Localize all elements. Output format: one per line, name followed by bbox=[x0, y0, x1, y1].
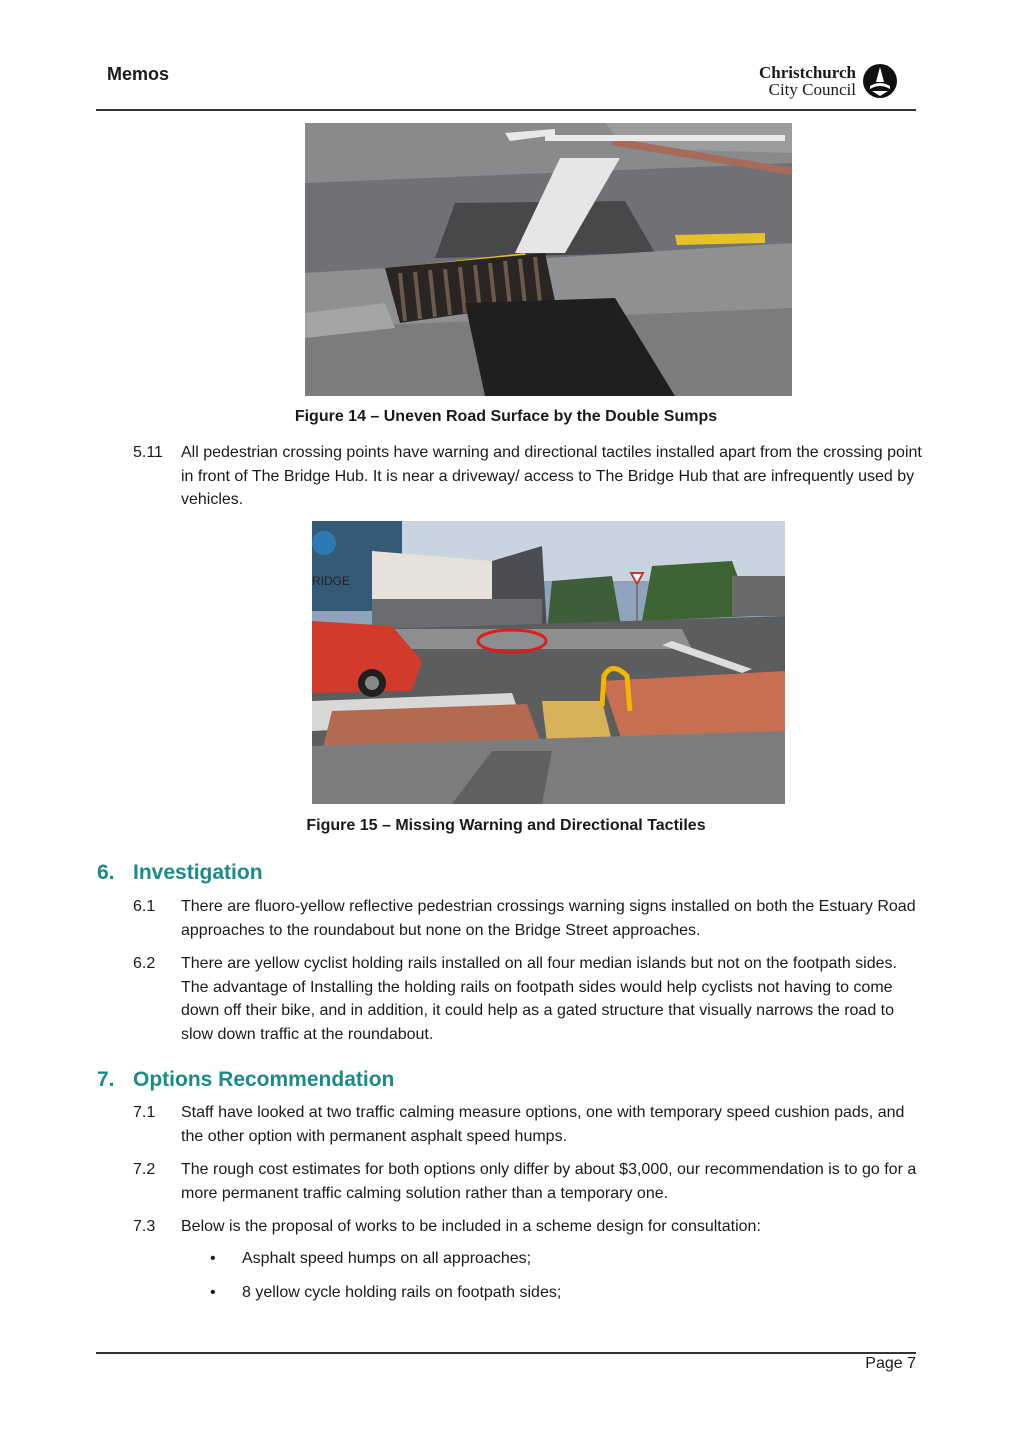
paragraph-number: 7.2 bbox=[133, 1161, 156, 1178]
figure-15-photo bbox=[312, 521, 785, 804]
section-number: 7. bbox=[97, 1068, 115, 1091]
paragraph-number: 5.11 bbox=[133, 444, 163, 461]
paragraph-number: 7.1 bbox=[133, 1104, 156, 1121]
paragraph-text: There are yellow cyclist holding rails installed on all four median islands but not on the footpath sides. The advantage of Installing the holding rails on footpath sides would help cyclists not having to come down off their bike, and in addition, it could help as a gated structure that visually narrows the road to slow down traffic at the roundabout. bbox=[181, 955, 897, 1043]
section-title: Options Recommendation bbox=[133, 1068, 395, 1091]
header-divider bbox=[96, 109, 916, 111]
footer-divider bbox=[96, 1352, 916, 1354]
memo-header-title: Memos bbox=[107, 64, 170, 84]
paragraph-6-1 bbox=[133, 895, 923, 942]
paragraph-text: There are fluoro-yellow reflective pedestrian crossings warning signs installed on both the Estuary Road approaches to the roundabout but none on the Bridge Street approaches. bbox=[181, 898, 916, 939]
figure-14-photo bbox=[305, 123, 792, 396]
bullet-marker: • bbox=[210, 1250, 216, 1267]
bullet-text: Asphalt speed humps on all approaches; bbox=[242, 1250, 532, 1267]
photo-building-sign: RIDGE bbox=[312, 574, 351, 588]
paragraph-number: 7.3 bbox=[133, 1218, 156, 1235]
section-6-heading bbox=[97, 861, 263, 885]
bullet-text: 8 yellow cycle holding rails on footpath sides; bbox=[242, 1284, 562, 1301]
paragraph-6-2 bbox=[133, 952, 923, 1046]
figure-15-caption: Figure 15 – Missing Warning and Directional Tactiles bbox=[306, 817, 706, 834]
figure-14-caption: Figure 14 – Uneven Road Surface by the Double Sumps bbox=[294, 408, 718, 425]
logo-text-line1: Christchurch bbox=[759, 63, 856, 82]
paragraph-7-1 bbox=[133, 1101, 923, 1148]
paragraph-text: Below is the proposal of works to be included in a scheme design for consultation: bbox=[181, 1218, 761, 1235]
paragraph-text: Staff have looked at two traffic calming measure options, one with temporary speed cushion pads, and the other option with permanent asphalt speed humps. bbox=[181, 1104, 905, 1145]
cathedral-logo-icon bbox=[862, 62, 898, 100]
bullet-marker: • bbox=[210, 1284, 216, 1301]
bullet-item bbox=[210, 1250, 531, 1268]
logo-text-line2: City Council bbox=[768, 80, 856, 99]
section-number: 6. bbox=[97, 861, 115, 884]
paragraph-5-11 bbox=[133, 441, 923, 512]
council-logo bbox=[746, 62, 898, 102]
bullet-item bbox=[210, 1284, 561, 1302]
page-number: Page 7 bbox=[865, 1355, 916, 1372]
paragraph-text: The rough cost estimates for both options only differ by about $3,000, our recommendation is to go for a more permanent traffic calming solution rather than a temporary one. bbox=[181, 1161, 917, 1202]
section-title: Investigation bbox=[133, 861, 263, 884]
paragraph-7-2 bbox=[133, 1158, 923, 1205]
paragraph-text: All pedestrian crossing points have warning and directional tactiles installed apart from the crossing point in front of The Bridge Hub. It is near a driveway/ access to The Bridge Hub that are infrequently used by vehicles. bbox=[181, 444, 922, 508]
paragraph-number: 6.2 bbox=[133, 955, 156, 972]
paragraph-number: 6.1 bbox=[133, 898, 156, 915]
paragraph-7-3 bbox=[133, 1215, 923, 1239]
section-7-heading bbox=[97, 1068, 394, 1092]
